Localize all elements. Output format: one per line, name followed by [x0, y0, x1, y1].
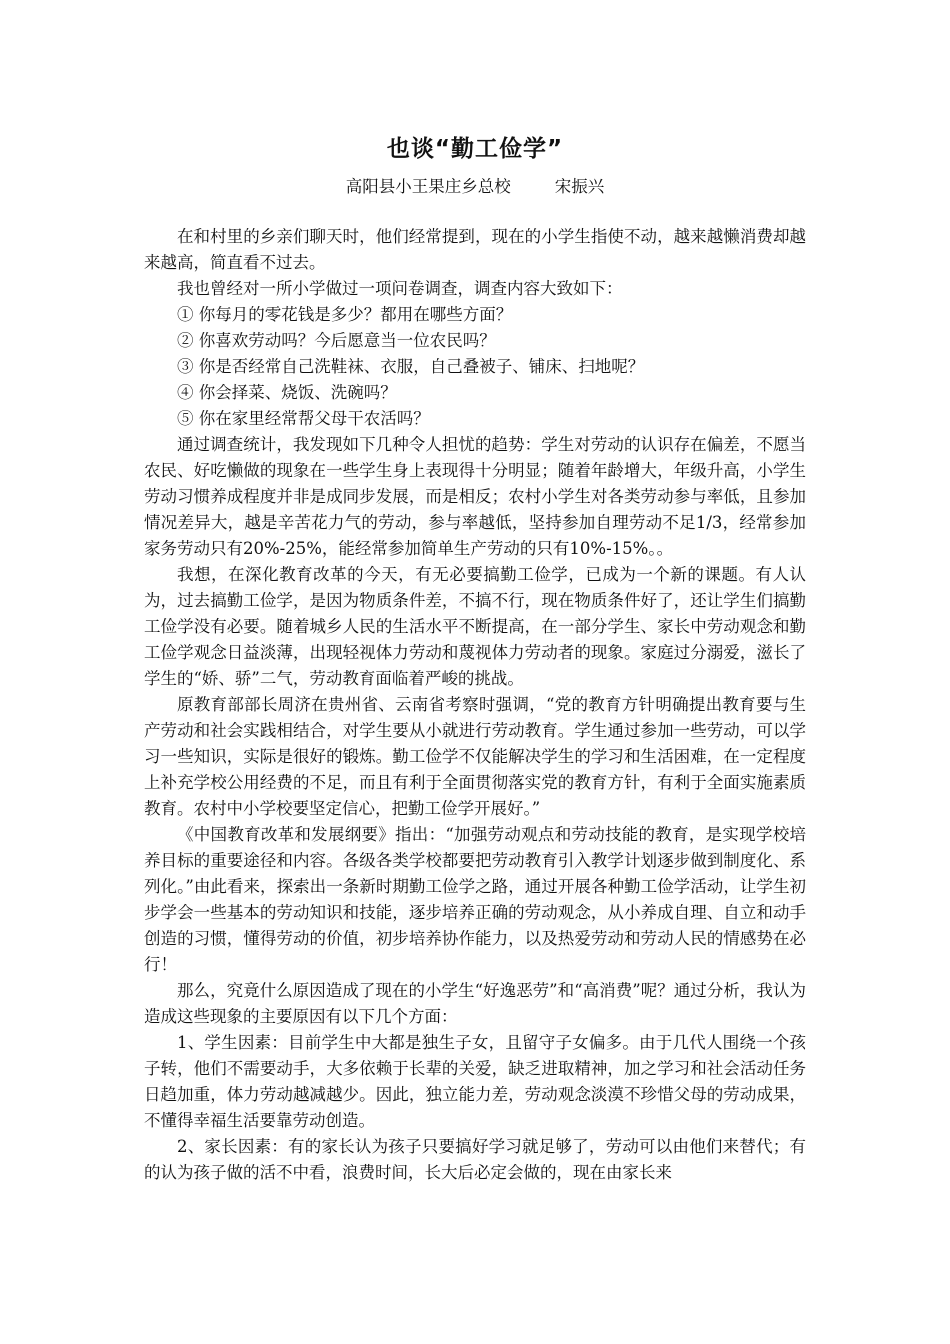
paragraph: 原教育部部长周济在贵州省、云南省考察时强调，“党的教育方针明确提出教育要与生产劳动和社会实践相结合，对学生要从小就进行劳动教育。学生通过参加一些劳动，可以学习一些知识，实际是很好的锻炼。勤工俭学不仅能解决学生的学习和生活困难，在一定程度上补充学校公用经费的不足，而且有利于全面贯彻落实党的教育方针，有利于全面实施素质教育。农村中小学校要坚定信心，把勤工俭学开展好。”: [144, 695, 806, 818]
author-organization: 高阳县小王果庄乡总校: [345, 177, 511, 196]
survey-question: ④ 你会择菜、烧饭、洗碗吗？: [177, 383, 397, 402]
paragraph: 《中国教育改革和发展纲要》指出：“加强劳动观点和劳动技能的教育，是实现学校培养目标的重要途径和内容。各级各类学校都要把劳动教育引入教学计划逐步做到制度化、系列化。”由此看来，探索出一条新时期勤工俭学之路，通过开展各种勤工俭学活动，让学生初步学会一些基本的劳动知识和技能，逐步培养正确的劳动观念，从小养成自理、自立和动手创造的习惯，懂得劳动的价值，初步培养协作能力，以及热爱劳动和劳动人民的情感势在必行！: [144, 825, 806, 974]
page-title: 也谈“勤工俭学”: [386, 136, 564, 162]
author-name: 宋振兴: [554, 177, 605, 196]
survey-question: ① 你每月的零花钱是多少？都用在哪些方面？: [177, 305, 513, 324]
survey-question: ② 你喜欢劳动吗？今后愿意当一位农民吗？: [177, 331, 496, 350]
survey-question: ③ 你是否经常自己洗鞋袜、衣服，自己叠被子、铺床、扫地呢？: [177, 357, 645, 376]
paragraph: 通过调查统计，我发现如下几种令人担忧的趋势：学生对劳动的认识存在偏差，不愿当农民、好吃懒做的现象在一些学生身上表现得十分明显；随着年龄增大，年级升高，小学生劳动习惯养成程度并非是成同步发展，而是相反；农村小学生对各类劳动参与率低，且参加情况差异大，越是辛苦花力气的劳动，参与率越低，坚持参加自理劳动不足1/3，经常参加家务劳动只有20%-25%，能经常参加简单生产劳动的只有10%-15%。。: [144, 435, 806, 558]
paragraph: 我想，在深化教育改革的今天，有无必要搞勤工俭学，已成为一个新的课题。有人认为，过去搞勤工俭学，是因为物质条件差，不搞不行，现在物质条件好了，还让学生们搞勤工俭学没有必要。随着城乡人民的生活水平不断提高，在一部分学生、家长中劳动观念和勤工俭学观念日益淡薄，出现轻视体力劳动和蔑视体力劳动者的现象。家庭过分溺爱，滋长了学生的“娇、骄”二气，劳动教育面临着严峻的挑战。: [144, 565, 806, 688]
article-body: [144, 224, 806, 1186]
paragraph: 1、学生因素：目前学生中大都是独生子女，且留守子女偏多。由于几代人围绕一个孩子转，他们不需要动手，大多依赖于长辈的关爱，缺乏进取精神，加之学习和社会活动任务日趋加重，体力劳动越减越少。因此，独立能力差，劳动观念淡漠不珍惜父母的劳动成果，不懂得幸福生活要靠劳动创造。: [144, 1033, 806, 1130]
paragraph: 我也曾经对一所小学做过一项问卷调查，调查内容大致如下：: [177, 279, 623, 298]
paragraph: 在和村里的乡亲们聊天时，他们经常提到，现在的小学生指使不动，越来越懒消费却越来越高，简直看不过去。: [144, 227, 806, 272]
paragraph: 2、家长因素：有的家长认为孩子只要搞好学习就足够了，劳动可以由他们来替代；有的认为孩子做的活不中看，浪费时间，长大后必定会做的，现在由家长来: [144, 1137, 806, 1182]
paragraph: 那么，究竟什么原因造成了现在的小学生“好逸恶劳”和“高消费”呢？通过分析，我认为造成这些现象的主要原因有以下几个方面：: [144, 981, 806, 1026]
survey-question: ⑤ 你在家里经常帮父母干农活吗？: [177, 409, 430, 428]
byline: [0, 176, 950, 198]
